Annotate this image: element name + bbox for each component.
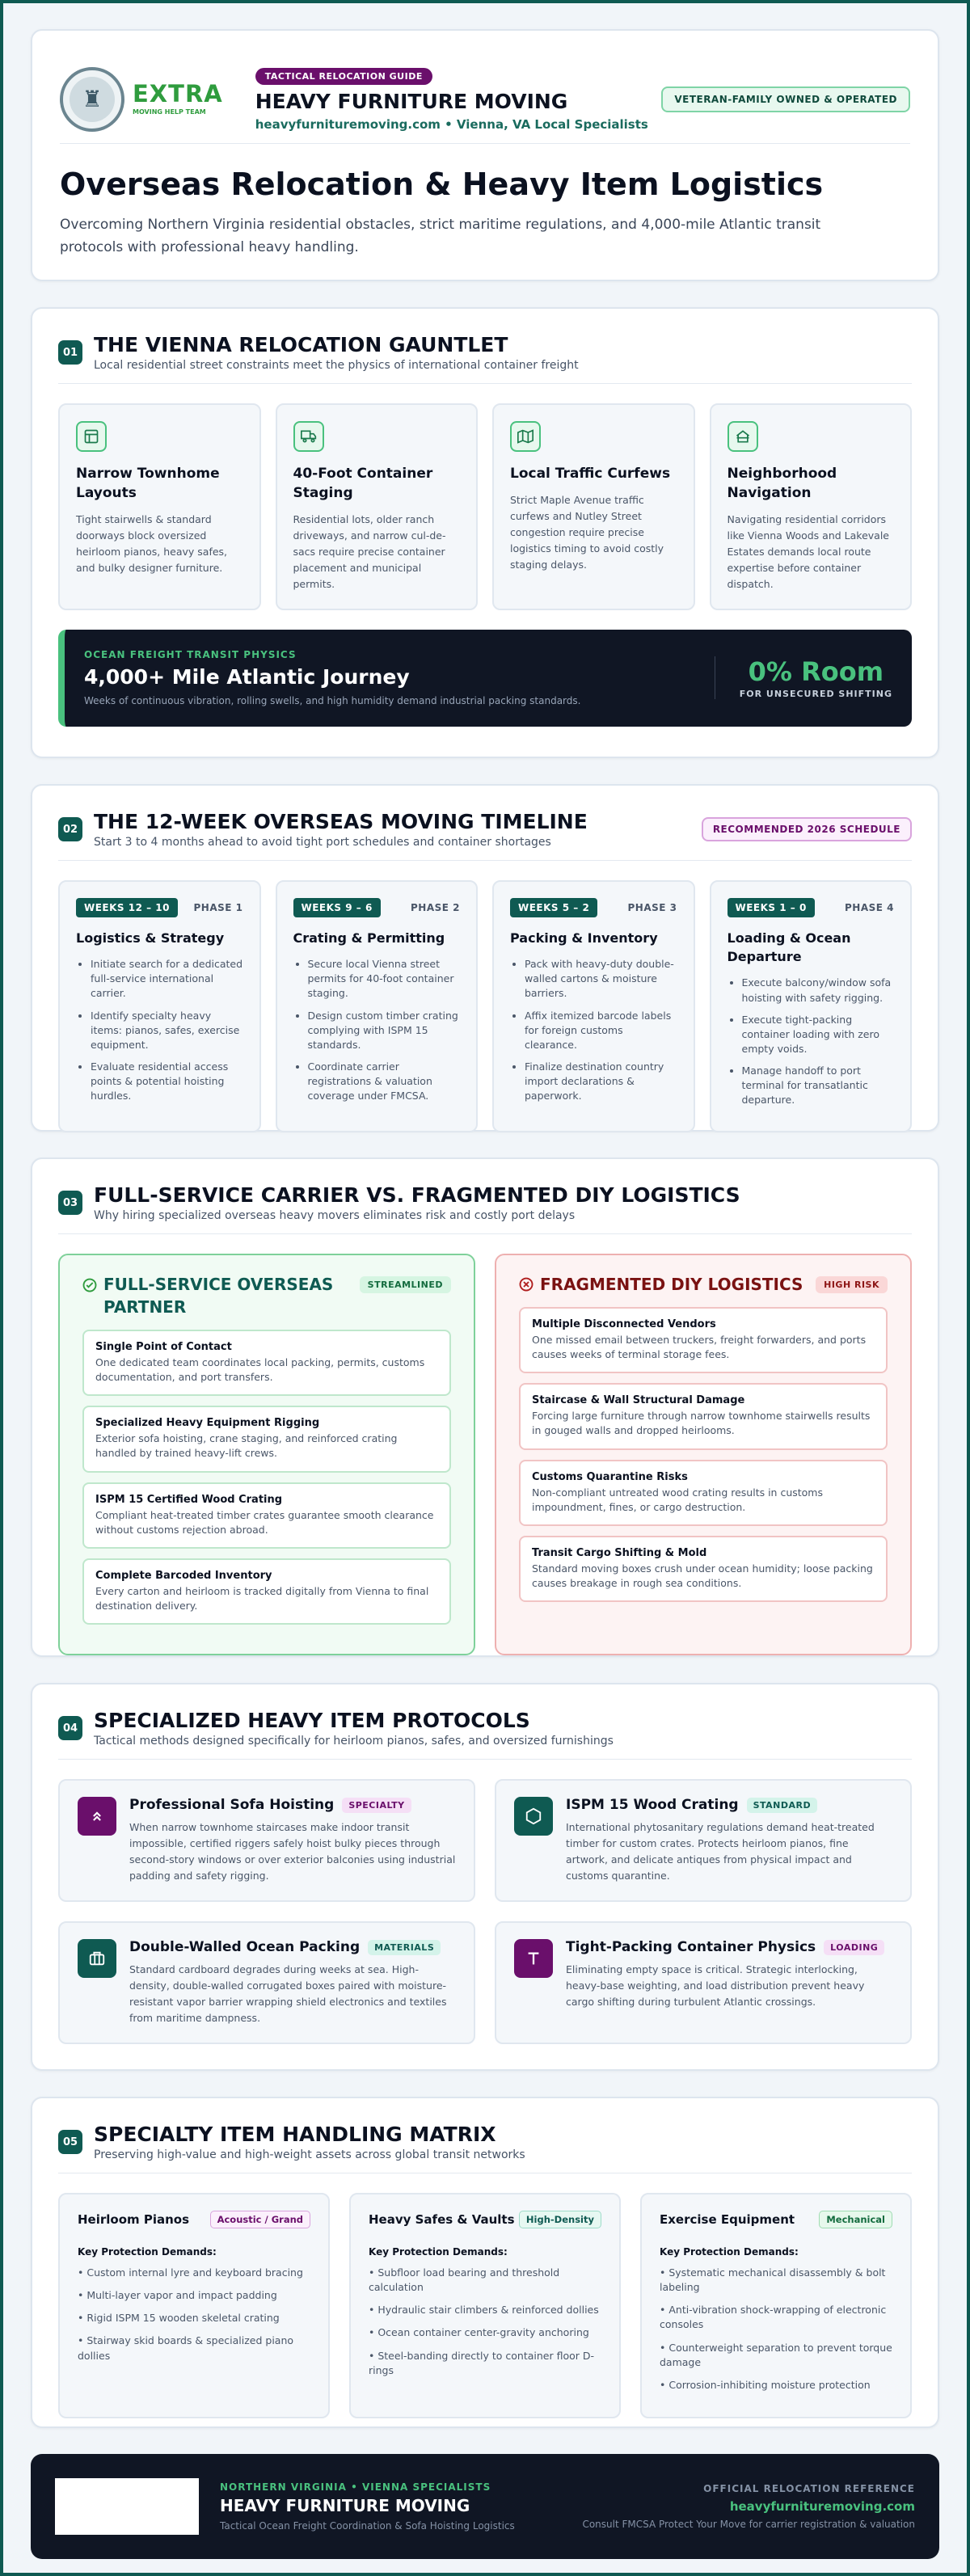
item-title: Specialized Heavy Equipment Rigging [95,1417,320,1430]
panel-title: FULL-SERVICE OVERSEAS PARTNER [103,1275,334,1317]
brand-wordmark [133,82,223,116]
gauntlet-cards [58,403,912,610]
phase-list [728,976,895,1107]
gauntlet-card [710,403,913,610]
page-title: Overseas Relocation & Heavy Item Logistics [60,167,824,202]
banner-stat-label: FOR UNSECURED SHIFTING [739,689,892,700]
brand-line1: EXTRA [133,80,223,108]
phase-card [492,880,695,1132]
list-item: • Stairway skid boards & specialized piano dollies [78,2334,294,2362]
section-titles [94,810,588,849]
list-item: • Hydraulic stair climbers & reinforced dollies [369,2304,599,2317]
list-item [82,1482,451,1549]
protection-label: Key Protection Demands: [78,2246,217,2258]
list-item [82,1406,451,1472]
section-header-left [58,810,588,849]
logo-badge-icon [60,67,124,132]
matrix-card [58,2193,330,2418]
banner-kicker: OCEAN FREIGHT TRANSIT PHYSICS [84,649,297,661]
matrix-head [78,2211,310,2228]
banner-title: 4,000+ Mile Atlantic Journey [84,665,410,689]
list-item: • Coordinate carrier registrations & valuation coverage under FMCSA. [308,1060,461,1103]
panel-head [519,1273,888,1296]
banner-stat [715,656,892,699]
section-title: SPECIALTY ITEM HANDLING MATRIX [94,2123,496,2146]
list-item: • Initiate search for a dedicated full-service international carrier. [91,957,243,1001]
matrix-title: Heirloom Pianos [78,2212,190,2227]
section-title: THE VIENNA RELOCATION GAUNTLET [94,333,508,356]
phase-title: Loading & Ocean Departure [727,930,851,965]
section-header [58,1183,912,1234]
list-item: • Rigid ISPM 15 wooden skeletal crating [78,2312,280,2325]
matrix-title: Heavy Safes & Vaults [369,2212,515,2227]
list-item: • Subfloor load bearing and threshold calculation [369,2266,560,2294]
x-circle-icon [519,1277,534,1292]
phase-head [728,898,895,917]
list-item: • Ocean container center-gravity anchoring [369,2326,589,2339]
item-desc: One missed email between truckers, freight forwarders, and ports causes weeks of terminal storage fees. [532,1334,867,1361]
footer-website-link[interactable]: heavyfurnituremoving.com [729,2499,915,2514]
section-titles [94,1183,740,1222]
item-title: Multiple Disconnected Vendors [532,1318,716,1330]
chevrons-up-icon [78,1797,116,1836]
item-desc: Every carton and heirloom is tracked digitally from Vienna to final destination delivery. [95,1584,429,1612]
phase-card [58,880,261,1132]
gauntlet-card-desc: Residential lots, older ranch driveways, and narrow cul-de-sacs require precise container placement and municipal permits. [293,512,446,590]
list-item: • Affix itemized barcode labels for foreign customs clearance. [525,1009,677,1052]
phase-list [293,957,461,1103]
panel-title-wrap [519,1273,803,1296]
section-titles [94,1709,614,1748]
protocol-tag: STANDARD [747,1798,818,1813]
list-item: • Evaluate residential access points & potential hoisting hurdles. [91,1060,243,1103]
matrix-tag: High-Density [519,2211,601,2228]
item-title: ISPM 15 Certified Wood Crating [95,1493,283,1506]
mover-icon: ♜ [70,77,115,122]
matrix-list [369,2266,601,2378]
section-subtitle: Local residential street constraints meet the physics of international container freight [94,359,579,372]
protocol-grid [58,1779,912,2044]
section-number: 01 [58,340,82,365]
list-item [519,1307,888,1373]
panel-head [82,1273,451,1318]
gauntlet-card-desc: Tight stairwells & standard doorways block oversized heirloom pianos, heavy safes, and bulky designer furniture. [76,512,228,574]
protocol-card [495,1779,912,1902]
phase-label: PHASE 1 [193,902,243,913]
layout-grid-icon [76,421,107,452]
section-title: SPECIALIZED HEAVY ITEM PROTOCOLS [94,1709,530,1732]
gauntlet-card [492,403,695,610]
phase-list [510,957,677,1103]
section-header [58,1709,912,1760]
list-item [82,1558,451,1625]
header-subtitle: heavyfurnituremoving.com • Vienna, VA Local Specialists [255,116,648,132]
footer-note: Consult FMCSA Protect Your Move for carrier registration & valuation [582,2519,915,2530]
matrix-title: Exercise Equipment [660,2212,795,2227]
gauntlet-card [276,403,479,610]
transit-banner [58,630,912,727]
list-item: • Corrosion-inhibiting moisture protection [660,2378,871,2391]
streamlined-tag: STREAMLINED [360,1276,451,1293]
section-subtitle: Why hiring specialized overseas heavy movers eliminates risk and costly port delays [94,1209,576,1222]
section-header-left [58,333,579,372]
matrix-card [349,2193,621,2418]
section-titles [94,333,579,372]
footer [31,2454,939,2559]
list-item: • Steel-banding directly to container floor D-rings [369,2349,595,2376]
protocol-title: ISPM 15 Wood Crating [566,1797,739,1813]
item-title: Customs Quarantine Risks [532,1470,688,1483]
list-item: • Pack with heavy-duty double-walled cartons & moisture barriers. [525,957,677,1001]
protocol-tag: MATERIALS [368,1940,441,1955]
section-title: FULL-SERVICE CARRIER VS. FRAGMENTED DIY LOGISTICS [94,1183,740,1207]
gauntlet-card-desc: Strict Maple Avenue traffic curfews and Nutley Street congestion require precise logistics timing to avoid costly staging delays. [510,493,664,571]
footer-middle [220,2481,582,2532]
item-title: Complete Barcoded Inventory [95,1569,272,1582]
protocol-body [129,1797,456,1884]
footer-right [582,2483,915,2530]
section-comparison [31,1157,939,1657]
brand-line2: MOVING HELP TEAM [133,108,206,116]
protocol-desc: Eliminating empty space is critical. Strategic interlocking, heavy-base weighting, and load distribution prevent heavy cargo shifting during turbulent Atlantic crossings. [566,1963,865,2008]
protocol-card [58,1921,475,2044]
gauntlet-card-title: Local Traffic Curfews [510,466,671,482]
list-item: • Execute tight-packing container loading with zero empty voids. [742,1013,895,1056]
list-item: • Finalize destination country import declarations & paperwork. [525,1060,677,1103]
list-item: • Secure local Vienna street permits for 40-foot container staging. [308,957,461,1001]
phase-card [710,880,913,1132]
gauntlet-card-title: Narrow Townhome Layouts [76,466,220,501]
header-title: HEAVY FURNITURE MOVING [255,89,568,113]
protection-label: Key Protection Demands: [660,2246,799,2258]
protocol-head [129,1939,456,1955]
section-header-left [58,1709,614,1748]
weeks-badge: WEEKS 5 – 2 [510,898,597,917]
item-title: Staircase & Wall Structural Damage [532,1394,745,1407]
check-circle-icon [82,1278,97,1292]
schedule-badge: RECOMMENDED 2026 SCHEDULE [702,817,912,841]
matrix-head [369,2211,601,2228]
weeks-badge: WEEKS 9 – 6 [293,898,381,917]
protocol-body [566,1939,892,2026]
phase-head [76,898,243,917]
protocol-desc: Standard cardboard degrades during weeks at sea. High-density, double-walled corrugated boxes paired with moisture-resistant vapor barrier wrapping shield electronics and textiles from maritime dampness. [129,1963,447,2024]
truck-icon [293,421,324,452]
footer-reference-label: OFFICIAL RELOCATION REFERENCE [703,2483,915,2494]
matrix-card [640,2193,912,2418]
section-header-left [58,2123,525,2161]
protocol-card [58,1779,475,1902]
section-protocols [31,1683,939,2071]
protocol-title: Tight-Packing Container Physics [566,1939,816,1955]
gauntlet-card-title: 40-Foot Container Staging [293,466,433,501]
banner-stat-value: 0% Room [748,656,884,688]
list-item: • Counterweight separation to prevent torque damage [660,2341,892,2368]
item-desc: Compliant heat-treated timber crates guarantee smooth clearance without customs rejection abroad. [95,1508,434,1536]
map-icon [510,421,541,452]
full-service-panel [58,1254,475,1655]
diy-panel [495,1254,912,1655]
weeks-badge: WEEKS 12 – 10 [76,898,178,917]
matrix-grid [58,2193,912,2418]
protocol-title: Double-Walled Ocean Packing [129,1939,361,1955]
list-item: • Multi-layer vapor and impact padding [78,2289,277,2302]
hexagon-icon [514,1797,553,1836]
section-title: THE 12-WEEK OVERSEAS MOVING TIMELINE [94,810,588,833]
matrix-tag: Acoustic / Grand [210,2211,310,2228]
footer-logo [55,2478,199,2535]
veteran-badge: VETERAN-FAMILY OWNED & OPERATED [661,86,910,112]
list-item [519,1536,888,1602]
matrix-list [78,2266,310,2363]
list-item: • Anti-vibration shock-wrapping of electronic consoles [660,2304,887,2331]
section-number: 03 [58,1191,82,1215]
matrix-tag: Mechanical [819,2211,892,2228]
list-item: • Identify specialty heavy items: pianos, safes, exercise equipment. [91,1009,243,1052]
item-desc: Standard moving boxes crush under ocean humidity; loose packing causes breakage in rough sea conditions. [532,1562,873,1589]
panel-title-wrap [82,1273,346,1318]
section-number: 02 [58,817,82,841]
phase-label: PHASE 2 [411,902,460,913]
phase-head [293,898,461,917]
section-subtitle: Start 3 to 4 months ahead to avoid tight port schedules and container shortages [94,836,551,849]
protocol-body [129,1939,456,2026]
phase-title: Packing & Inventory [510,930,658,946]
phase-card [276,880,479,1132]
section-number: 05 [58,2130,82,2154]
section-gauntlet [31,307,939,758]
phase-title: Logistics & Strategy [76,930,225,946]
header-text [255,67,648,132]
section-subtitle: Tactical methods designed specifically for heirloom pianos, safes, and oversized furnishings [94,1735,614,1748]
protocol-body [566,1797,892,1884]
section-header-left [58,1183,740,1222]
list-item: • Design custom timber crating complying with ISPM 15 standards. [308,1009,461,1052]
item-desc: Forcing large furniture through narrow townhome stairwells results in gouged walls and dropped heirlooms. [532,1410,871,1437]
gauntlet-card-title: Neighborhood Navigation [727,466,837,501]
item-title: Single Point of Contact [95,1341,232,1353]
gauntlet-card-desc: Navigating residential corridors like Vienna Woods and Lakevale Estates demands local route expertise before container dispatch. [727,512,889,590]
weeks-badge: WEEKS 1 – 0 [728,898,815,917]
section-header [58,2123,912,2173]
item-title: Transit Cargo Shifting & Mold [532,1546,707,1559]
protocol-card [495,1921,912,2044]
list-item: • Custom internal lyre and keyboard bracing [78,2266,303,2279]
briefcase-icon [78,1939,116,1978]
high-risk-tag: HIGH RISK [816,1276,888,1293]
list-item: • Systematic mechanical disassembly & bolt labeling [660,2266,886,2294]
list-item: • Execute balcony/window sofa hoisting with safety rigging. [742,976,895,1005]
protocol-head [566,1939,892,1955]
protection-label: Key Protection Demands: [369,2246,508,2258]
section-header [58,810,912,861]
section-timeline [31,784,939,1132]
phase-title: Crating & Permitting [293,930,445,946]
item-desc: Non-compliant untreated wood crating results in customs impoundment, fines, or cargo destruction. [532,1486,823,1513]
list-item [82,1330,451,1396]
timeline-phases [58,880,912,1132]
phase-label: PHASE 4 [845,902,894,913]
home-icon [728,421,758,452]
footer-kicker: NORTHERN VIRGINIA • VIENNA SPECIALISTS [220,2481,491,2493]
banner-left [84,649,580,706]
panel-title: FRAGMENTED DIY LOGISTICS [540,1275,803,1294]
phase-label: PHASE 3 [627,902,677,913]
comparison-grid [58,1254,912,1655]
list-item [519,1383,888,1449]
section-matrix [31,2097,939,2428]
protocol-head [129,1797,456,1813]
matrix-list [660,2266,892,2393]
list-item: • Manage handoff to port terminal for transatlantic departure. [742,1064,895,1107]
item-desc: One dedicated team coordinates local packing, permits, customs documentation, and port transfers. [95,1356,425,1384]
page-description: Overcoming Northern Virginia residential obstacles, strict maritime regulations, and 4,000-mile Atlantic transit protocols with professional heavy handling. [60,217,821,256]
phase-list [76,957,243,1103]
guide-pill: TACTICAL RELOCATION GUIDE [255,68,432,85]
section-header [58,333,912,384]
item-desc: Exterior sofa hoisting, crane staging, and reinforced crating handled by trained heavy-lift crews. [95,1432,398,1460]
protocol-desc: When narrow townhome staircases make indoor transit impossible, certified riggers safely hoist bulky pieces through second-story windows or over exterior balconies using industrial padding and safety rigging. [129,1821,456,1882]
list-item [519,1460,888,1526]
section-subtitle: Preserving high-value and high-weight assets across global transit networks [94,2148,525,2161]
type-t-icon [514,1939,553,1978]
header-row [60,55,910,144]
section-number: 04 [58,1716,82,1740]
protocol-tag: LOADING [824,1940,884,1955]
phase-head [510,898,677,917]
banner-desc: Weeks of continuous vibration, rolling swells, and high humidity demand industrial packing standards. [84,695,581,707]
protocol-tag: SPECIALTY [342,1798,411,1813]
footer-title: HEAVY FURNITURE MOVING [220,2496,470,2515]
section-titles [94,2123,525,2161]
footer-tagline: Tactical Ocean Freight Coordination & Sofa Hoisting Logistics [220,2520,515,2532]
header-card [31,29,939,281]
header-left [60,67,648,132]
protocol-title: Professional Sofa Hoisting [129,1797,335,1813]
protocol-head [566,1797,892,1813]
protocol-desc: International phytosanitary regulations demand heat-treated timber for custom crates. Protects heirloom pianos, fine artwork, and delicate antiques from physical impact and customs quarantine. [566,1821,875,1882]
gauntlet-card [58,403,261,610]
matrix-head [660,2211,892,2228]
